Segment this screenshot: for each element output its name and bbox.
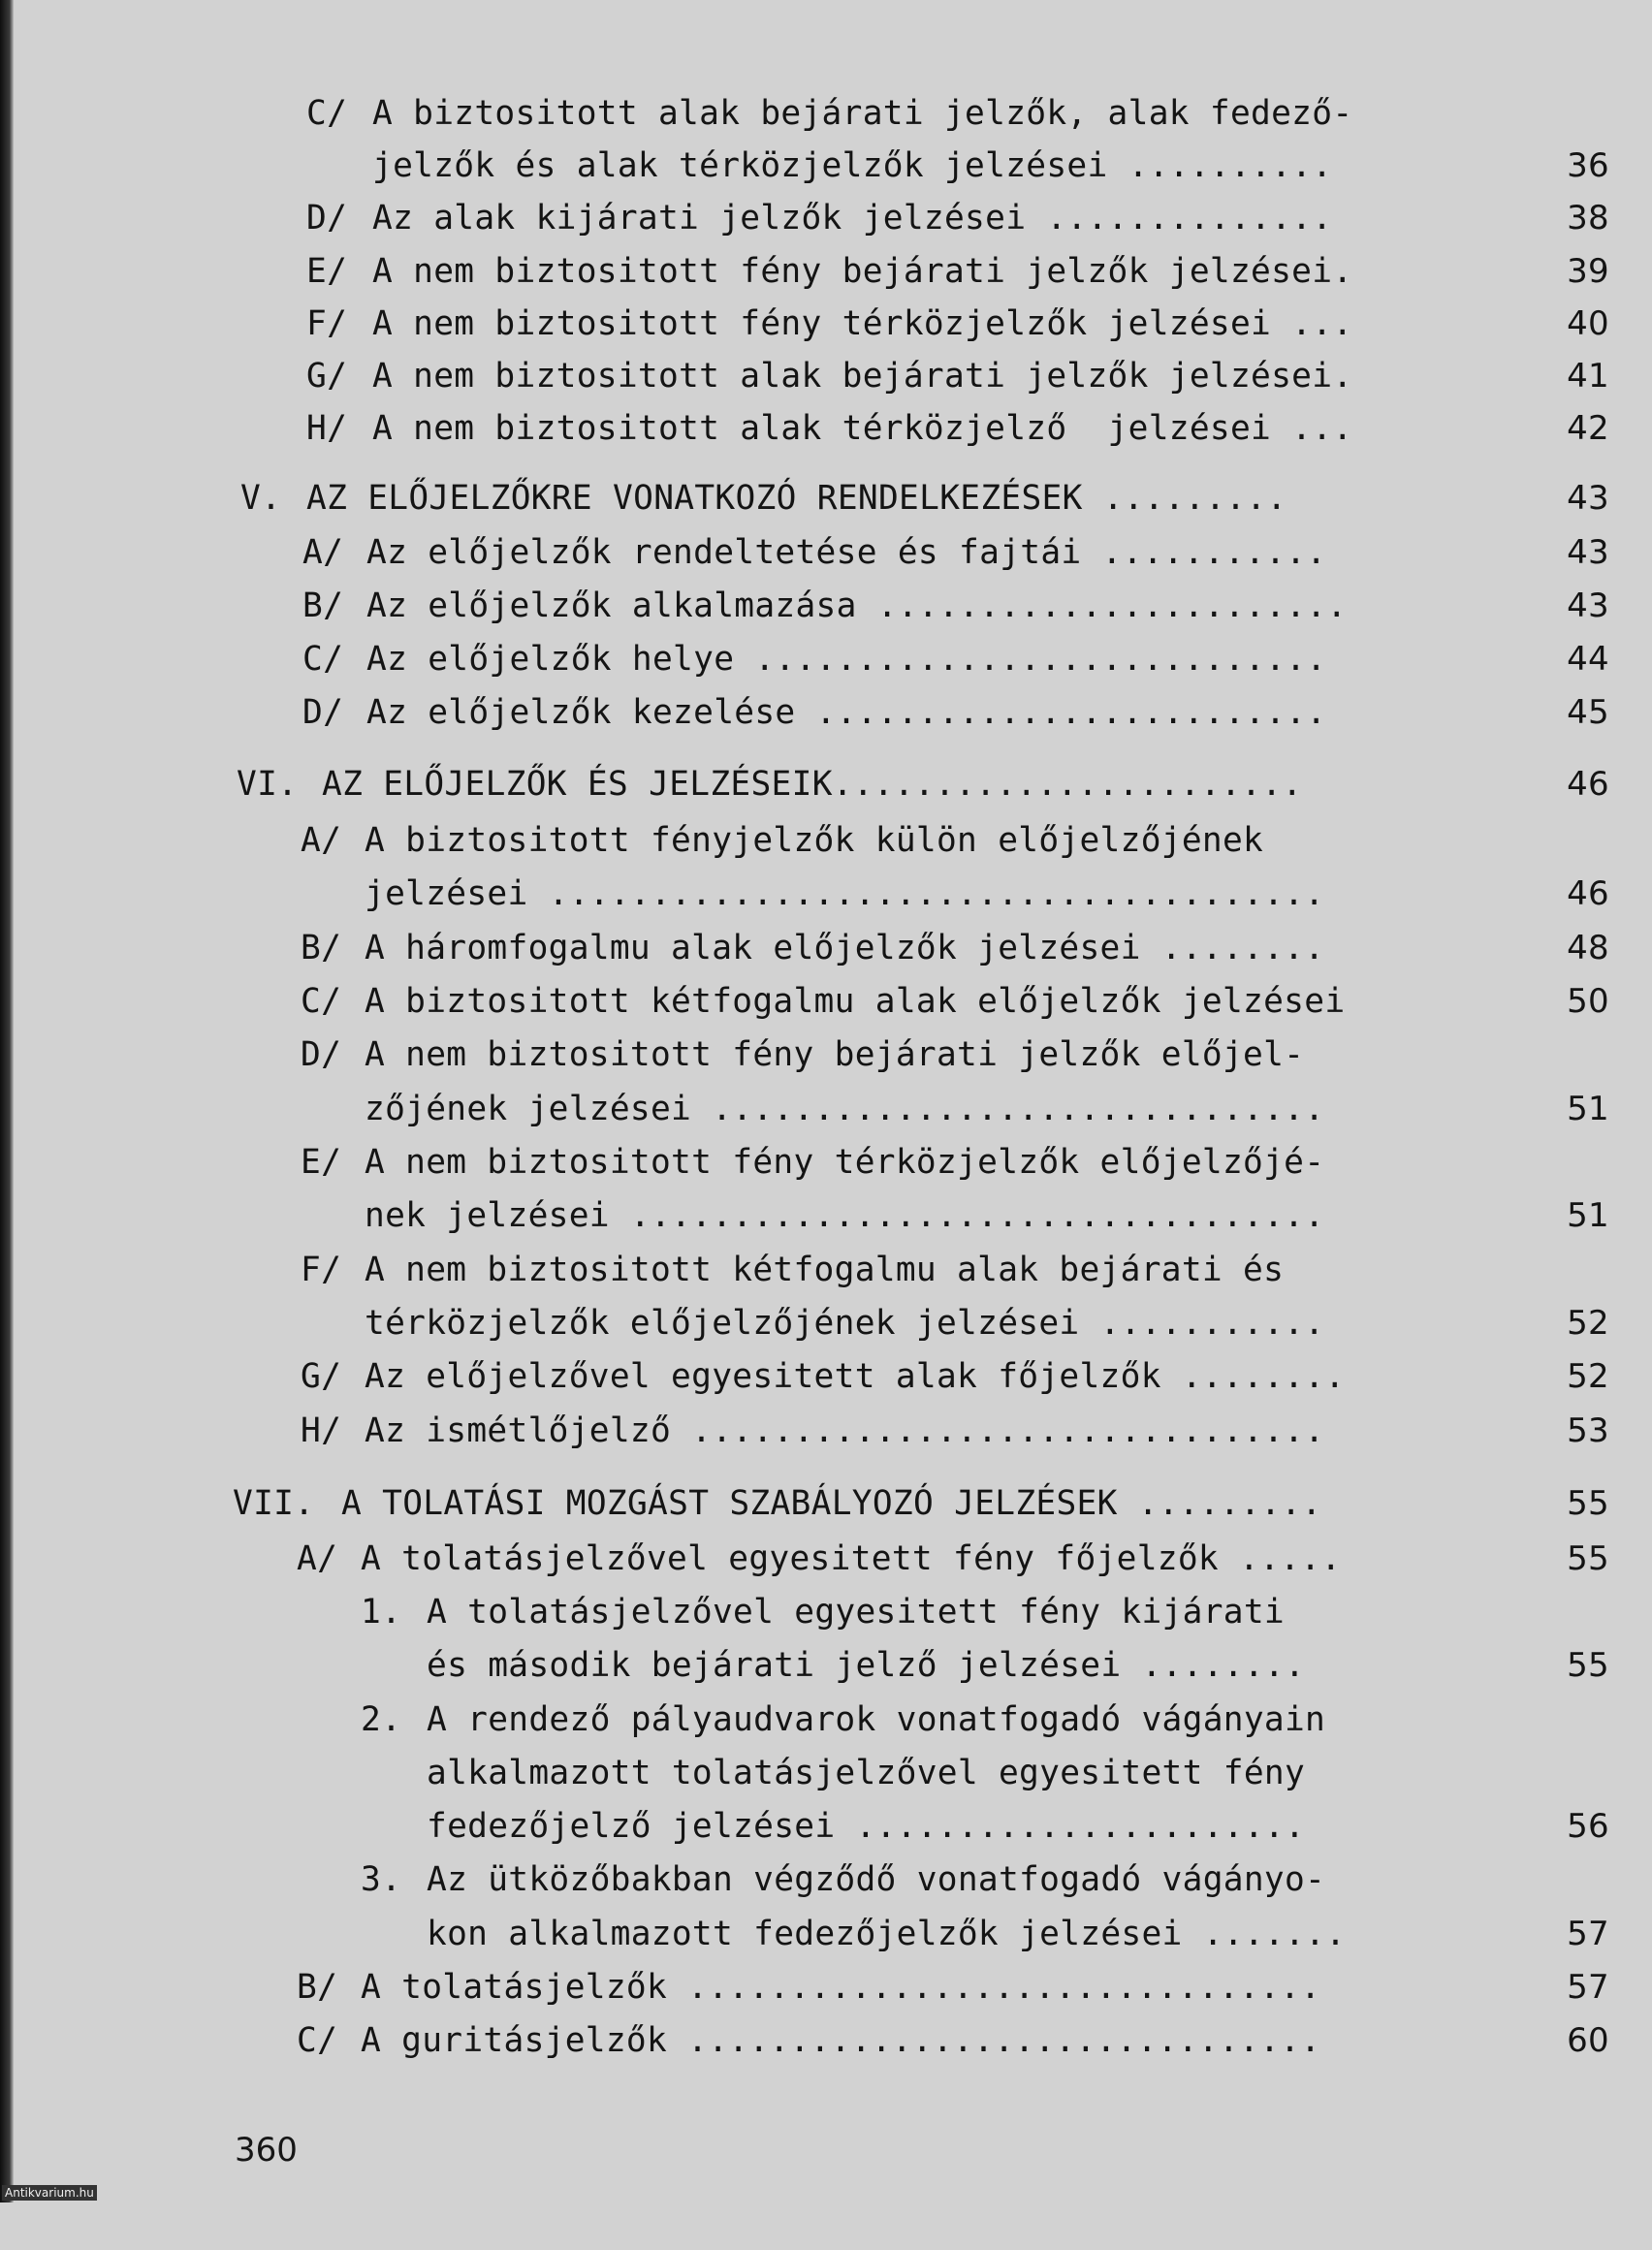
entry-label: D/ bbox=[306, 199, 348, 238]
toc-entry bbox=[0, 636, 1609, 682]
toc-entry bbox=[0, 90, 1353, 137]
toc-entry bbox=[0, 2017, 1609, 2064]
entry-page-number: 55 bbox=[1567, 1484, 1609, 1523]
entry-text: Az előjelzők alkalmazása ....................... bbox=[366, 586, 1348, 625]
entry-label: B/ bbox=[301, 929, 342, 967]
section-title: AZ ELŐJELZŐKRE VONATKOZÓ RENDELKEZÉSEK ......... bbox=[306, 479, 1287, 518]
entry-text: zőjének jelzései .............................. bbox=[365, 1090, 1325, 1128]
section-title: AZ ELŐJELZŐK ÉS JELZÉSEIK....................... bbox=[322, 765, 1303, 804]
entry-page-number: 55 bbox=[1567, 1646, 1609, 1685]
toc-entry bbox=[0, 1536, 1609, 1582]
toc-entry bbox=[0, 1192, 1609, 1239]
entry-text: A nem biztositott fény bejárati jelzők előjel- bbox=[365, 1035, 1305, 1074]
toc-section-heading bbox=[0, 1480, 1609, 1527]
entry-label: C/ bbox=[302, 640, 344, 679]
entry-text: fedezőjelző jelzései ...................... bbox=[427, 1807, 1306, 1846]
entry-page-number: 52 bbox=[1567, 1304, 1609, 1343]
entry-label: B/ bbox=[302, 586, 344, 625]
entry-text: A tolatásjelzővel egyesitett fény főjelzők ..... bbox=[361, 1539, 1342, 1578]
entry-text: Az előjelzők helye ............................ bbox=[366, 640, 1327, 679]
toc-entry bbox=[0, 817, 1264, 864]
watermark: Antikvarium.hu bbox=[2, 2185, 97, 2201]
entry-page-number: 52 bbox=[1567, 1357, 1609, 1396]
entry-page-number: 57 bbox=[1567, 1915, 1609, 1953]
entry-label: B/ bbox=[297, 1968, 338, 2007]
entry-page-number: 43 bbox=[1567, 479, 1609, 518]
entry-page-number: 36 bbox=[1567, 146, 1609, 185]
entry-text: A rendező pályaudvarok vonatfogadó vágányain bbox=[427, 1700, 1326, 1739]
section-number: VI. bbox=[237, 765, 299, 804]
entry-text: A háromfogalmu alak előjelzők jelzései ........ bbox=[365, 929, 1325, 967]
toc-entry bbox=[0, 1300, 1609, 1347]
entry-text: alkalmazott tolatásjelzővel egyesitett fény bbox=[427, 1754, 1306, 1792]
entry-page-number: 46 bbox=[1567, 874, 1609, 913]
toc-subentry bbox=[0, 1642, 1609, 1689]
toc-entry bbox=[0, 978, 1609, 1025]
entry-label: C/ bbox=[301, 982, 342, 1021]
section-title: A TOLATÁSI MOZGÁST SZABÁLYOZÓ JELZÉSEK ......... bbox=[341, 1484, 1322, 1523]
toc-subentry bbox=[0, 1911, 1609, 1957]
entry-text: A guritásjelzők ............................... bbox=[361, 2021, 1321, 2060]
entry-label: 1. bbox=[361, 1593, 402, 1632]
toc-entry bbox=[0, 1408, 1609, 1454]
toc-entry bbox=[0, 871, 1609, 917]
entry-text: Az előjelzők rendeltetése és fajtái ........... bbox=[366, 533, 1327, 572]
entry-text: A nem biztositott alak bejárati jelzők jelzései. bbox=[372, 357, 1353, 396]
entry-page-number: 53 bbox=[1567, 1411, 1609, 1450]
entry-label: D/ bbox=[301, 1035, 342, 1074]
entry-page-number: 39 bbox=[1567, 252, 1609, 291]
entry-label: F/ bbox=[306, 304, 348, 343]
entry-label: H/ bbox=[301, 1411, 342, 1450]
entry-label: E/ bbox=[301, 1143, 342, 1182]
toc-entry bbox=[0, 405, 1609, 452]
entry-label: A/ bbox=[301, 821, 342, 860]
toc-entry bbox=[0, 689, 1609, 736]
entry-page-number: 38 bbox=[1567, 199, 1609, 238]
entry-text: A nem biztositott fény térközjelzők előjelzőjé- bbox=[365, 1143, 1325, 1182]
entry-page-number: 48 bbox=[1567, 929, 1609, 967]
toc-subentry bbox=[0, 1589, 1285, 1635]
entry-text: Az alak kijárati jelzők jelzései .............. bbox=[372, 199, 1333, 238]
entry-text: kon alkalmazott fedezőjelzők jelzései ....... bbox=[427, 1915, 1347, 1953]
entry-page-number: 51 bbox=[1567, 1196, 1609, 1235]
entry-page-number: 43 bbox=[1567, 533, 1609, 572]
entry-label: D/ bbox=[302, 693, 344, 732]
entry-label: G/ bbox=[306, 357, 348, 396]
toc-entry bbox=[0, 143, 1609, 189]
toc-entry bbox=[0, 1086, 1609, 1132]
toc-entry bbox=[0, 1964, 1609, 2011]
entry-page-number: 40 bbox=[1567, 304, 1609, 343]
entry-text: A nem biztositott fény térközjelzők jelzései ... bbox=[372, 304, 1353, 343]
toc-subentry bbox=[0, 1803, 1609, 1850]
entry-text: A biztositott fényjelzők külön előjelzőjének bbox=[365, 821, 1264, 860]
entry-page-number: 57 bbox=[1567, 1968, 1609, 2007]
toc-entry bbox=[0, 1031, 1305, 1078]
entry-page-number: 41 bbox=[1567, 357, 1609, 396]
entry-label: 2. bbox=[361, 1700, 402, 1739]
entry-text: nek jelzései .................................. bbox=[365, 1196, 1325, 1235]
toc-subentry bbox=[0, 1750, 1306, 1796]
section-number: V. bbox=[240, 479, 282, 518]
entry-label: G/ bbox=[301, 1357, 342, 1396]
entry-label: E/ bbox=[306, 252, 348, 291]
entry-text: A nem biztositott alak térközjelző jelzései ... bbox=[372, 409, 1353, 448]
entry-text: A nem biztositott kétfogalmu alak bejárati és bbox=[365, 1251, 1285, 1289]
toc-entry bbox=[0, 925, 1609, 971]
entry-page-number: 60 bbox=[1567, 2021, 1609, 2060]
entry-text: jelzők és alak térközjelzők jelzései .......... bbox=[372, 146, 1333, 185]
toc-subentry bbox=[0, 1696, 1326, 1743]
entry-page-number: 45 bbox=[1567, 693, 1609, 732]
toc-section-heading bbox=[0, 475, 1609, 522]
section-number: VII. bbox=[233, 1484, 315, 1523]
entry-text: Az ismétlőjelző ............................... bbox=[365, 1411, 1325, 1450]
toc-entry bbox=[0, 248, 1609, 295]
toc-entry bbox=[0, 1247, 1285, 1293]
entry-label: A/ bbox=[302, 533, 344, 572]
entry-text: Az ütközőbakban végződő vonatfogadó vágányo- bbox=[427, 1860, 1326, 1899]
entry-text: A biztositott kétfogalmu alak előjelzők jelzései bbox=[365, 982, 1346, 1021]
entry-label: C/ bbox=[297, 2021, 338, 2060]
entry-page-number: 51 bbox=[1567, 1090, 1609, 1128]
entry-page-number: 42 bbox=[1567, 409, 1609, 448]
toc-entry bbox=[0, 195, 1609, 241]
toc-entry bbox=[0, 1353, 1609, 1400]
entry-text: Az előjelzők kezelése ......................... bbox=[366, 693, 1327, 732]
toc-entry bbox=[0, 529, 1609, 576]
entry-text: jelzései ...................................... bbox=[365, 874, 1325, 913]
entry-label: H/ bbox=[306, 409, 348, 448]
entry-page-number: 43 bbox=[1567, 586, 1609, 625]
entry-text: és második bejárati jelző jelzései ........ bbox=[427, 1646, 1306, 1685]
toc-entry bbox=[0, 1139, 1325, 1186]
entry-text: A nem biztositott fény bejárati jelzők jelzései. bbox=[372, 252, 1353, 291]
toc-section-heading bbox=[0, 761, 1609, 808]
entry-label: F/ bbox=[301, 1251, 342, 1289]
entry-label: 3. bbox=[361, 1860, 402, 1899]
entry-text: A tolatásjelzők ............................... bbox=[361, 1968, 1321, 2007]
entry-text: térközjelzők előjelzőjének jelzései ........... bbox=[365, 1304, 1325, 1343]
entry-label: A/ bbox=[297, 1539, 338, 1578]
toc-entry bbox=[0, 353, 1609, 399]
page-number: 360 bbox=[235, 2131, 298, 2170]
entry-text: Az előjelzővel egyesitett alak főjelzők ........ bbox=[365, 1357, 1346, 1396]
entry-label: C/ bbox=[306, 94, 348, 133]
toc-entry bbox=[0, 583, 1609, 629]
entry-page-number: 50 bbox=[1567, 982, 1609, 1021]
entry-page-number: 56 bbox=[1567, 1807, 1609, 1846]
toc-subentry bbox=[0, 1856, 1326, 1903]
entry-page-number: 46 bbox=[1567, 765, 1609, 804]
toc-entry bbox=[0, 301, 1609, 347]
entry-page-number: 44 bbox=[1567, 640, 1609, 679]
entry-text: A biztositott alak bejárati jelzők, alak fedező- bbox=[372, 94, 1353, 133]
entry-page-number: 55 bbox=[1567, 1539, 1609, 1578]
entry-text: A tolatásjelzővel egyesitett fény kijárati bbox=[427, 1593, 1285, 1632]
